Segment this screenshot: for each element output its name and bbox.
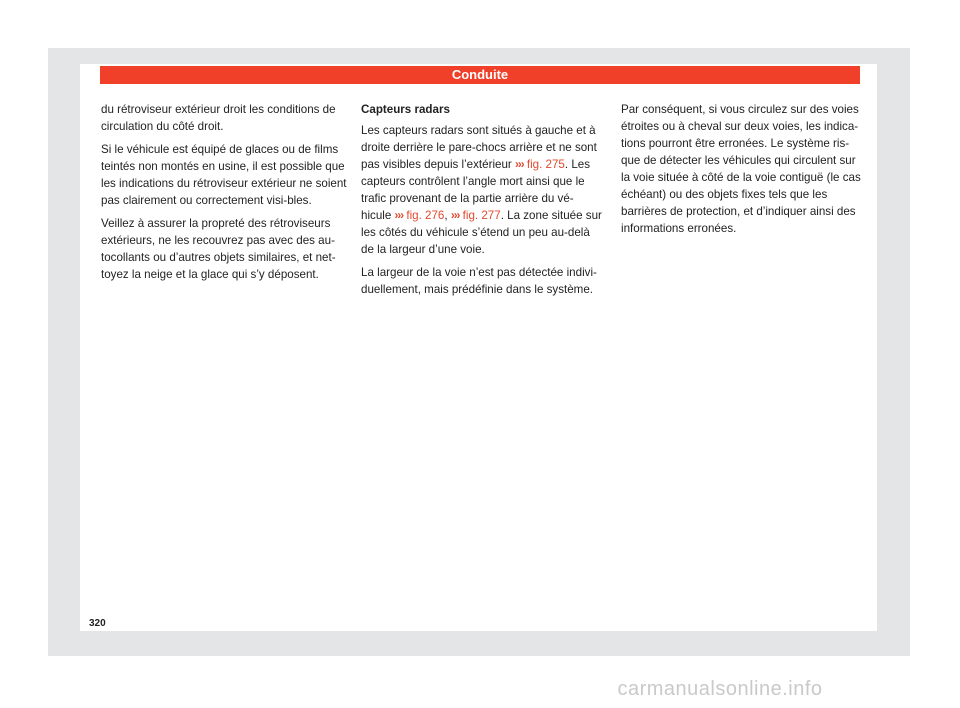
figure-link-275[interactable]: fig. 275 bbox=[526, 158, 565, 171]
text-column-1 bbox=[101, 101, 347, 289]
text-span: Les capteurs radars sont situés à gauche et à droite derrière le pare-chocs arrière et ne sont pas visibles depuis l’extérieur bbox=[361, 124, 597, 171]
paragraph bbox=[361, 122, 603, 258]
text-column-2 bbox=[361, 101, 603, 304]
text-span: . La zone située sur les côtés du véhicule s’étend un peu au-delà de la largeur d’une voie. bbox=[361, 209, 602, 256]
paragraph: La largeur de la voie n’est pas détectée indivi-duellement, mais prédéfinie dans le système. bbox=[361, 266, 597, 296]
section-header bbox=[100, 66, 860, 84]
page-number: 320 bbox=[89, 618, 106, 629]
reference-arrow: ››› bbox=[394, 209, 404, 222]
section-heading: Capteurs radars bbox=[361, 103, 450, 116]
reference-arrow: ››› bbox=[450, 209, 460, 222]
reference-arrow: ››› bbox=[515, 158, 524, 171]
text-span: , bbox=[444, 209, 451, 222]
figure-link-277[interactable]: fig. 277 bbox=[462, 209, 501, 222]
watermark-text: carmanualsonline.info bbox=[617, 678, 823, 700]
figure-link-276[interactable]: fig. 276 bbox=[406, 209, 445, 222]
paragraph: Si le véhicule est équipé de glaces ou de films teintés non montés en usine, il est possible que les indications du rétroviseur extérieur ne soient pas clairement ou correctement visi-bles. bbox=[101, 143, 347, 207]
section-title: Conduite bbox=[451, 67, 509, 82]
text-span: . Les capteurs contrôlent l’angle mort ainsi que le trafic provenant de la partie arrière du vé-hicule bbox=[361, 158, 591, 222]
paragraph: du rétroviseur extérieur droit les conditions de circulation du côté droit. bbox=[101, 103, 336, 133]
paragraph: Veillez à assurer la propreté des rétroviseurs extérieurs, ne les recouvrez pas avec des au-tocollants ou d’autres objets similaires, et net-toyez la neige et la glace qui s’y déposent. bbox=[101, 217, 336, 281]
paragraph: Par conséquent, si vous circulez sur des voies étroites ou à cheval sur deux voies, les indica-tions pourront être erronées. Le système ris-que de détecter les véhicules qui circulent sur la voie située à côté de la voie contiguë (le cas échéant) ou des objets fixes tels que les barrières de protection, et d’indiquer ainsi des informations erronées. bbox=[621, 103, 861, 235]
text-column-3 bbox=[621, 101, 863, 243]
